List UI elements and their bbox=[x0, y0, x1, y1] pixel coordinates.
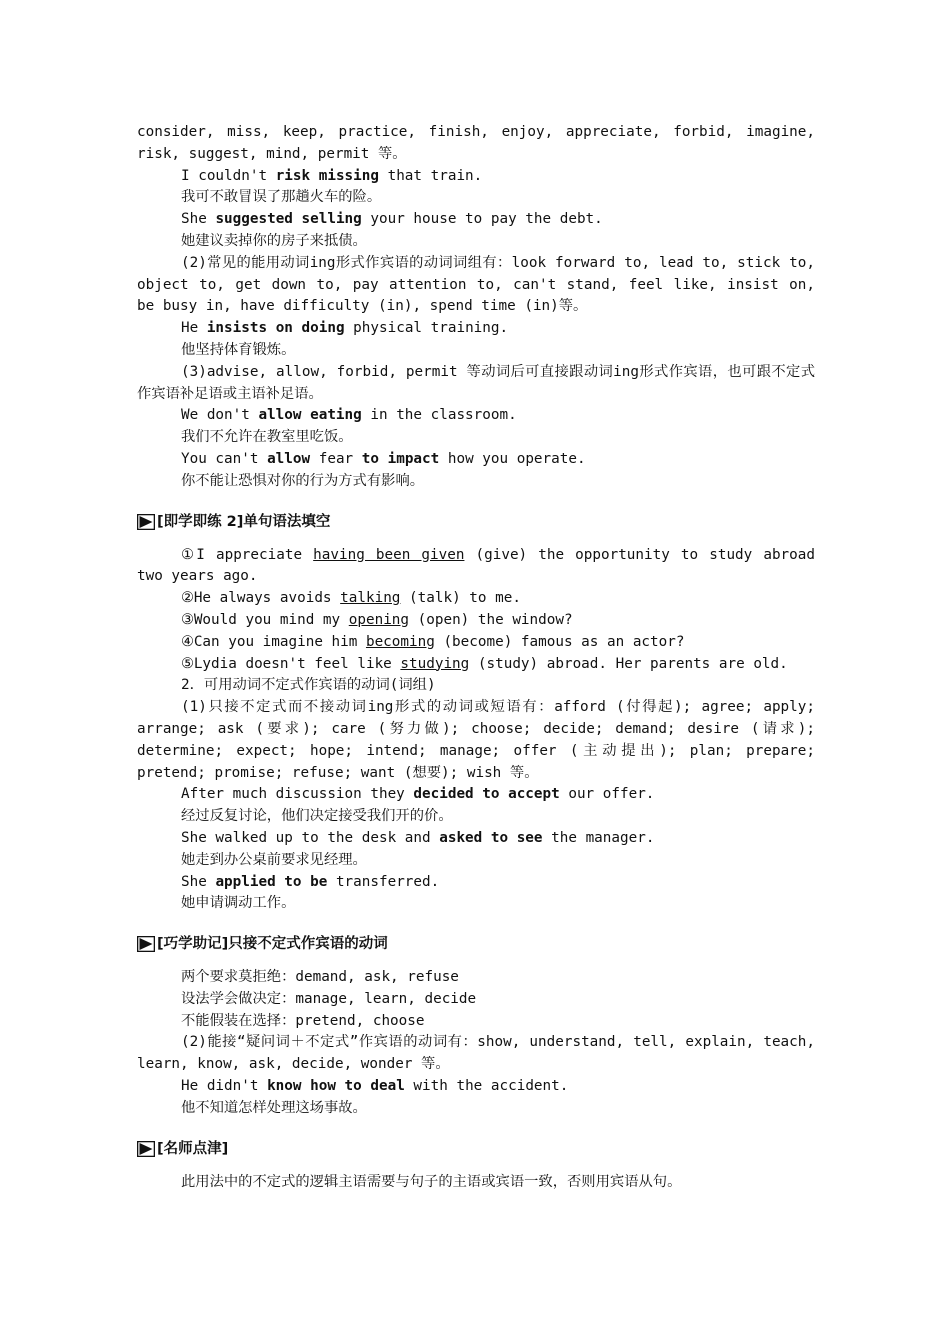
example-keyword: allow bbox=[267, 450, 311, 467]
section-heading-practice bbox=[137, 511, 815, 533]
example-text: that train. bbox=[378, 167, 483, 184]
example-text: We don't bbox=[181, 407, 259, 424]
example-sentence bbox=[137, 209, 815, 231]
section-title: [即学即练 2]单句语法填空 bbox=[157, 513, 331, 530]
section-title: [名师点津] bbox=[157, 1140, 229, 1157]
example-translation: 他不知道怎样处理这场事故。 bbox=[181, 1099, 367, 1116]
section-heading-tips bbox=[137, 1138, 815, 1160]
example-translation: 经过反复讨论，他们决定接受我们开的价。 bbox=[181, 808, 453, 825]
example-sentence bbox=[137, 166, 815, 188]
example-sentence bbox=[137, 828, 815, 850]
exercise-answer: opening bbox=[348, 611, 410, 628]
example-keyword: decided to accept bbox=[413, 786, 560, 803]
example-translation: 她走到办公桌前要求见经理。 bbox=[181, 851, 367, 868]
example-text: After much discussion they bbox=[181, 786, 414, 803]
play-triangle-icon bbox=[137, 1141, 155, 1157]
example-text: physical training. bbox=[344, 320, 509, 337]
exercise-text: ④Can you imagine him bbox=[181, 633, 366, 650]
example-keyword: risk missing bbox=[275, 167, 379, 184]
example-sentence bbox=[137, 872, 815, 894]
example-keyword: to impact bbox=[361, 450, 440, 467]
rule-paragraph: (2)常见的能用动词ing形式作宾语的动词词组有：look forward to, lead to, stick to, object to, get down to, pay attention to, can't stand, feel like, insist on, be busy in, have difficulty (in), spend time (in)等。 bbox=[137, 254, 815, 315]
example-text: He bbox=[181, 320, 207, 337]
example-text: your house to pay the debt. bbox=[361, 211, 603, 228]
example-keyword: know how to deal bbox=[267, 1078, 405, 1095]
exercise-text: (study) abroad. Her parents are old. bbox=[469, 655, 788, 672]
example-text: She bbox=[181, 211, 216, 228]
example-translation: 她建议卖掉你的房子来抵债。 bbox=[181, 232, 367, 249]
example-text: I couldn't bbox=[181, 167, 276, 184]
example-sentence bbox=[137, 449, 815, 471]
exercise-item bbox=[137, 588, 815, 610]
exercise-item bbox=[137, 610, 815, 632]
example-sentence bbox=[137, 784, 815, 806]
exercise-text: ①I appreciate bbox=[181, 546, 314, 563]
exercise-item bbox=[137, 654, 815, 676]
exercise-item bbox=[137, 632, 815, 654]
example-keyword: suggested selling bbox=[215, 211, 362, 228]
example-keyword: asked to see bbox=[439, 829, 543, 846]
exercise-answer: talking bbox=[340, 590, 401, 607]
example-text: transferred. bbox=[327, 873, 440, 890]
subsection-heading: 2．可用动词不定式作宾语的动词(词组) bbox=[181, 677, 436, 694]
example-text: how you operate. bbox=[439, 450, 586, 467]
example-translation: 他坚持体育锻炼。 bbox=[181, 341, 296, 358]
example-keyword: insists on doing bbox=[206, 320, 345, 337]
exercise-text: (give) the opportunity to study abroad two years ago. bbox=[137, 546, 815, 585]
example-text: She bbox=[181, 873, 216, 890]
example-keyword: allow eating bbox=[258, 407, 362, 424]
example-text: You can't bbox=[181, 450, 268, 467]
example-translation: 你不能让恐惧对你的行为方式有影响。 bbox=[181, 472, 425, 489]
rule-paragraph: (3)advise, allow, forbid, permit 等动词后可直接跟动词ing形式作宾语，也可跟不定式作宾语补足语或主语补足语。 bbox=[137, 363, 815, 402]
exercise-text: ③Would you mind my bbox=[181, 611, 349, 628]
example-text: He didn't bbox=[181, 1078, 268, 1095]
play-triangle-icon bbox=[137, 936, 155, 952]
exercise-text: ②He always avoids bbox=[181, 590, 341, 607]
example-text: in the classroom. bbox=[361, 407, 517, 424]
tip-paragraph: 此用法中的不定式的逻辑主语需要与句子的主语或宾语一致，否则用宾语从句。 bbox=[181, 1173, 682, 1190]
rule-paragraph: (2)能接“疑问词＋不定式”作宾语的动词有：show, understand, tell, explain, teach, learn, know, ask, decide, wonder 等。 bbox=[137, 1034, 815, 1073]
verb-list-ing: consider, miss, keep, practice, finish, enjoy, appreciate, forbid, imagine, risk, suggest, mind, permit 等。 bbox=[137, 124, 815, 162]
example-sentence bbox=[137, 318, 815, 340]
exercise-text: (open) the window? bbox=[409, 611, 573, 628]
example-text: with the accident. bbox=[404, 1078, 569, 1095]
exercise-answer: becoming bbox=[365, 633, 435, 650]
exercise-answer: studying bbox=[400, 655, 470, 672]
example-translation: 我们不允许在教室里吃饭。 bbox=[181, 429, 353, 446]
play-triangle-icon bbox=[137, 514, 155, 530]
example-text: our offer. bbox=[559, 786, 655, 803]
example-translation: 我可不敢冒误了那趟火车的险。 bbox=[181, 189, 382, 206]
document-content bbox=[137, 122, 815, 1193]
section-title: [巧学助记]只接不定式作宾语的动词 bbox=[157, 936, 388, 953]
exercise-answer: having been given bbox=[313, 546, 465, 563]
exercise-text: ⑤Lydia doesn't feel like bbox=[181, 655, 401, 672]
example-text: She walked up to the desk and bbox=[181, 829, 440, 846]
example-text: the manager. bbox=[542, 829, 655, 846]
example-sentence bbox=[137, 1076, 815, 1098]
example-keyword: applied to be bbox=[215, 873, 328, 890]
mnemonic-line: 不能假装在选择：pretend, choose bbox=[181, 1012, 425, 1029]
example-sentence bbox=[137, 405, 815, 427]
rule-paragraph: (1)只接不定式而不接动词ing形式的动词或短语有：afford (付得起); agree; apply; arrange; ask (要求); care (努力做); choose; decide; demand; desire (请求); determine; expect; hope; intend; manage; offer (主动提出); plan; prepare; pretend; promise; refuse; want (想要); wish 等。 bbox=[137, 699, 815, 781]
section-heading-mnemonic bbox=[137, 933, 815, 955]
exercise-text: (become) famous as an actor? bbox=[434, 633, 685, 650]
exercise-text: (talk) to me. bbox=[400, 590, 521, 607]
mnemonic-line: 设法学会做决定：manage, learn, decide bbox=[181, 990, 477, 1007]
example-text: fear bbox=[310, 450, 362, 467]
mnemonic-line: 两个要求莫拒绝：demand, ask, refuse bbox=[181, 969, 459, 986]
exercise-item bbox=[137, 545, 815, 589]
example-translation: 她申请调动工作。 bbox=[181, 895, 296, 912]
